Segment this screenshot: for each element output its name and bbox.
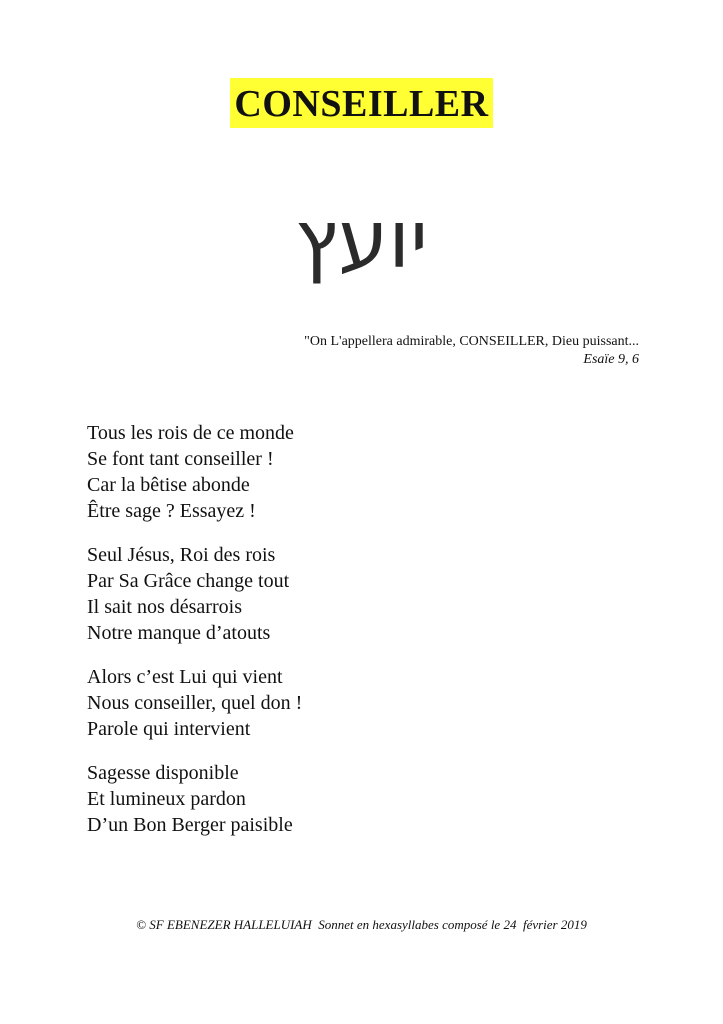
copyright-footer: © SF EBENEZER HALLELUIAH Sonnet en hexasyllabes composé le 24 février 2019 [136,917,587,932]
poem-line: Sagesse disponible [87,762,239,784]
poem-line: Et lumineux pardon [87,788,246,810]
quote-reference: Esaïe 9, 6 [583,352,639,367]
stanza-1 [87,420,302,524]
poem-line: Parole qui intervient [87,718,251,740]
quote-text: "On L'appellera admirable, CONSEILLER, Dieu puissant... [304,334,639,349]
poem-line: Nous conseiller, quel don ! [87,692,303,714]
stanza-4 [87,760,302,838]
title-container [0,78,723,128]
poem-line: Être sage ? Essayez ! [87,500,256,522]
poem-line: Seul Jésus, Roi des rois [87,544,276,566]
poem-line: Notre manque d’atouts [87,622,271,644]
page-title: CONSEILLER [230,78,492,128]
poem-line: Se font tant conseiller ! [87,448,274,470]
scripture-quote [304,333,639,369]
stanza-3 [87,664,302,742]
poem-line: Car la bêtise abonde [87,474,250,496]
poem-line: Tous les rois de ce monde [87,422,294,444]
poem [87,420,302,856]
poem-line: Par Sa Grâce change tout [87,570,290,592]
poem-line: Alors c’est Lui qui vient [87,666,283,688]
stanza-2 [87,542,302,646]
poem-line: D’un Bon Berger paisible [87,814,293,836]
poem-line: Il sait nos désarrois [87,596,242,618]
hebrew-word: יועץ [295,193,428,286]
